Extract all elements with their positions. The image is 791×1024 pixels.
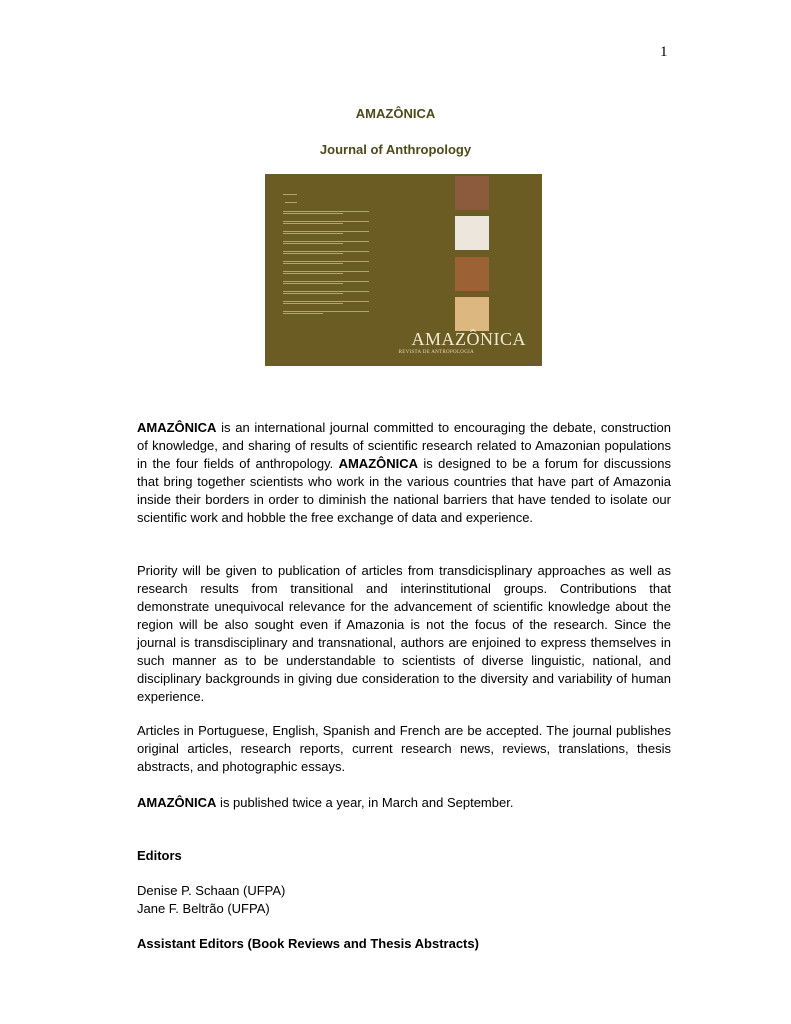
cover-title: AMAZÔNICA (411, 329, 526, 349)
journal-name-inline: AMAZÔNICA (137, 795, 217, 810)
paragraph-text: is published twice a year, in March and September. (216, 795, 514, 810)
intro-paragraph (137, 419, 671, 527)
cover-subtitle: REVISTA DE ANTROPOLOGIA (398, 350, 474, 355)
journal-name-inline: AMAZÔNICA (137, 420, 217, 435)
cover-swatch (455, 216, 489, 250)
paragraph-text: is an international journal committed to encouraging the debate, construction of knowledge, and sharing of results of scientific research related to Amazonian populations in the four fields of anthropology. (137, 420, 671, 471)
cover-swatch (455, 297, 489, 331)
page-number: 1 (660, 44, 668, 60)
editor-name: Denise P. Schaan (UFPA) (137, 883, 286, 898)
assistant-editors-heading: Assistant Editors (Book Reviews and Thesis Abstracts) (137, 936, 479, 951)
editors-heading: Editors (137, 848, 182, 863)
languages-paragraph: Articles in Portuguese, English, Spanish and French are be accepted. The journal publishes original articles, research reports, current research news, reviews, translations, thesis abstracts, and photographic essays. (137, 723, 671, 774)
editor-name: Jane F. Beltrão (UFPA) (137, 901, 270, 916)
cover-swatch (455, 257, 489, 291)
cover-swatch (455, 176, 489, 210)
journal-name-inline: AMAZÔNICA (338, 456, 419, 471)
paragraph-text: is designed to be a forum for discussions that bring together scientists who work in the various countries that have part of Amazonia inside their borders in order to diminish the national barriers that have tended to isolate our scientific work and hobble the free exchange of data and experience. (137, 456, 671, 525)
frequency-paragraph (137, 794, 671, 812)
journal-subtitle: Journal of Anthropology (319, 142, 472, 157)
priority-paragraph: Priority will be given to publication of articles from transdicisplinary approaches as well as research results from transitional and interinstitutional groups. Contributions that demonstrate unequivocal relevance for the advancement of scientific knowledge about the region will be also sought even if Amazonia is not the focus of the research. Since the journal is transdisciplinary and transnational, authors are enjoined to express themselves in such manner as to be understandable to scientists of diverse linguistic, national, and disciplinary backgrounds in giving due consideration to the diversity and variability of human experience. (137, 563, 671, 704)
cover-image (265, 174, 542, 366)
journal-name: AMAZÔNICA (355, 106, 436, 121)
